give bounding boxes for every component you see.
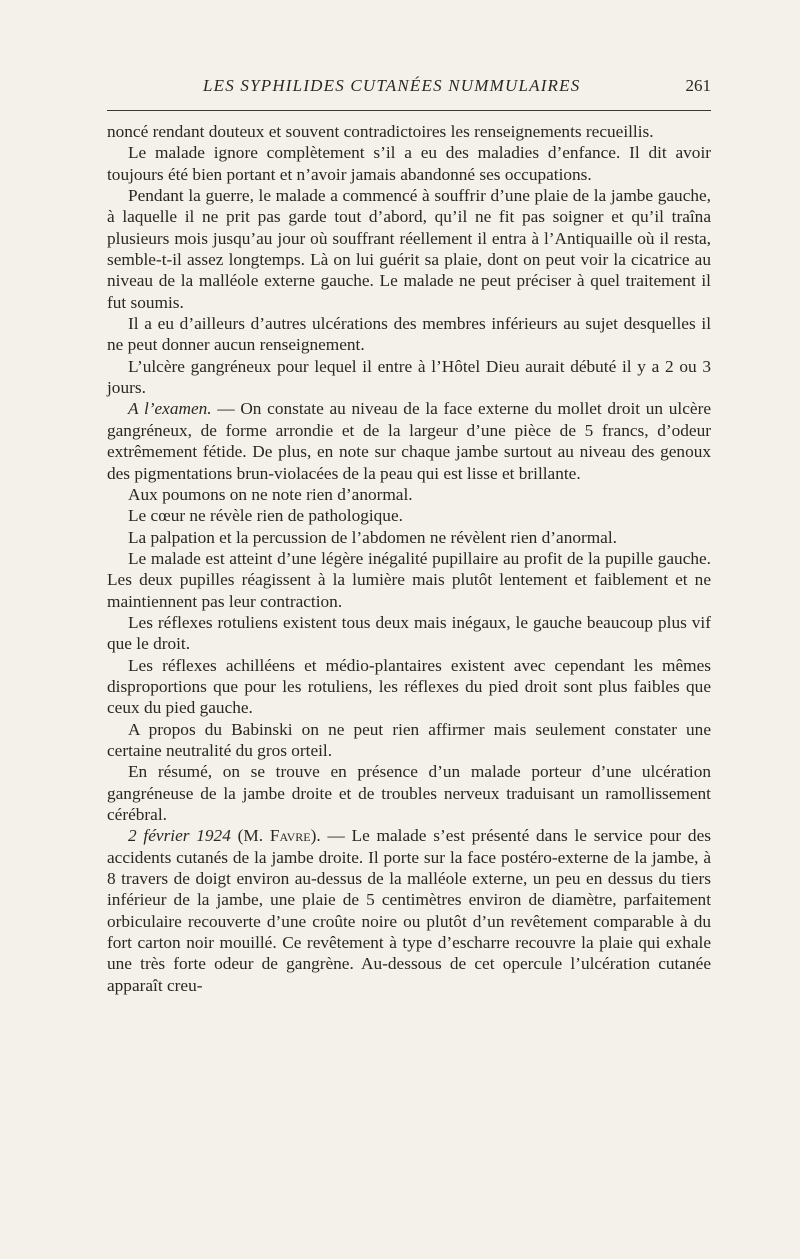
paragraph: La palpation et la percussion de l’abdomen ne révèlent rien d’anormal. [128, 527, 617, 547]
examen-paragraph [107, 398, 711, 483]
page-number: 261 [685, 76, 711, 95]
paragraph: Aux poumons on ne note rien d’anormal. [128, 484, 413, 504]
header-rule [107, 110, 711, 111]
paragraph: A propos du Babinski on ne peut rien affirmer mais seulement constater une certaine neutralité du gros orteil. [107, 719, 711, 760]
paragraph: Il a eu d’ailleurs d’autres ulcérations des membres inférieurs au sujet desquelles il ne peut donner aucun renseignement. [107, 314, 711, 355]
paragraph: Le malade ignore complètement s’il a eu des maladies d’enfance. Il dit avoir toujours été bien portant et n’avoir jamais abandonné ses occupations. [107, 143, 711, 184]
paragraph: Le malade est atteint d’une légère inégalité pupillaire au profit de la pupille gauche. Les deux pupilles réagissent à la lumière mais plutôt lentement et faiblement et ne maintiennent pas leur contraction. [107, 548, 711, 611]
examen-text: — On constate au niveau de la face externe du mollet droit un ulcère gangréneux, de forme arrondie et de la largeur d’une pièce de 5 francs, d’odeur extrêmement fétide. De plus, en note sur chaque jambe surtout au niveau des genoux des pigmentations brun-violacées de la peau qui est lisse et brillante. [107, 399, 711, 483]
paragraph: noncé rendant douteux et souvent contradictoires les renseignements recueillis. [107, 122, 654, 141]
fevrier-open: (M. [230, 826, 270, 846]
body-text [107, 121, 711, 996]
paragraph: Les réflexes rotuliens existent tous deux mais inégaux, le gauche beaucoup plus vif que le droit. [107, 612, 711, 654]
running-title: LES SYPHILIDES CUTANÉES NUMMULAIRES [203, 76, 581, 95]
paragraph: L’ulcère gangréneux pour lequel il entre à l’Hôtel Dieu aurait débuté il y a 2 ou 3 jours. [107, 356, 711, 398]
paragraph: Les réflexes achilléens et médio-plantaires existent avec cependant les mêmes disproportions que pour les rotuliens, les réflexes du pied droit sont plus faibles que ceux du pied gauche. [107, 655, 711, 718]
page-header [107, 76, 711, 102]
fevrier-text: ). — Le malade s’est présenté dans le service pour des accidents cutanés de la jambe droite. Il porte sur la face postéro-externe de la jambe, à 8 travers de doigt environ au-dessus de la malléole externe, un peu en dessus du tiers inférieur de la jambe, une plaie de 5 centimètres environ de diamètre, parfaitement orbiculaire recouverte d’une croûte noire ou plutôt d’un revêtement comparable à du fort carton noir mouillé. Ce revêtement à type d’escharre recouvre la plaie qui exhale une très forte odeur de gangrène. Au-dessous de cet opercule l’ulcération cutanée apparaît creu- [107, 826, 711, 995]
paragraph: Le cœur ne révèle rien de pathologique. [128, 506, 403, 526]
fevrier-paragraph [107, 825, 711, 996]
examen-label: A l’examen. [128, 399, 212, 419]
paragraph: Pendant la guerre, le malade a commencé à souffrir d’une plaie de la jambe gauche, à laquelle il ne prit pas garde tout d’abord, qu’il ne fit pas soigner et qu’il traîna plusieurs mois jusqu’au jour où souffrant réellement il entra à l’Antiquaille où il resta, semble-t-il assez longtemps. Là on lui guérit sa plaie, dont on peut voir la cicatrice au niveau de la malléole externe gauche. Le malade ne peut préciser à quel traitement il fut soumis. [107, 186, 711, 312]
fevrier-date: 2 février 1924 [128, 826, 231, 846]
paragraph: En résumé, on se trouve en présence d’un malade porteur d’une ulcération gangréneuse de la jambe droite et de troubles nerveux traduisant un ramollissement cérébral. [107, 762, 711, 824]
author-name: Favre [269, 826, 311, 846]
